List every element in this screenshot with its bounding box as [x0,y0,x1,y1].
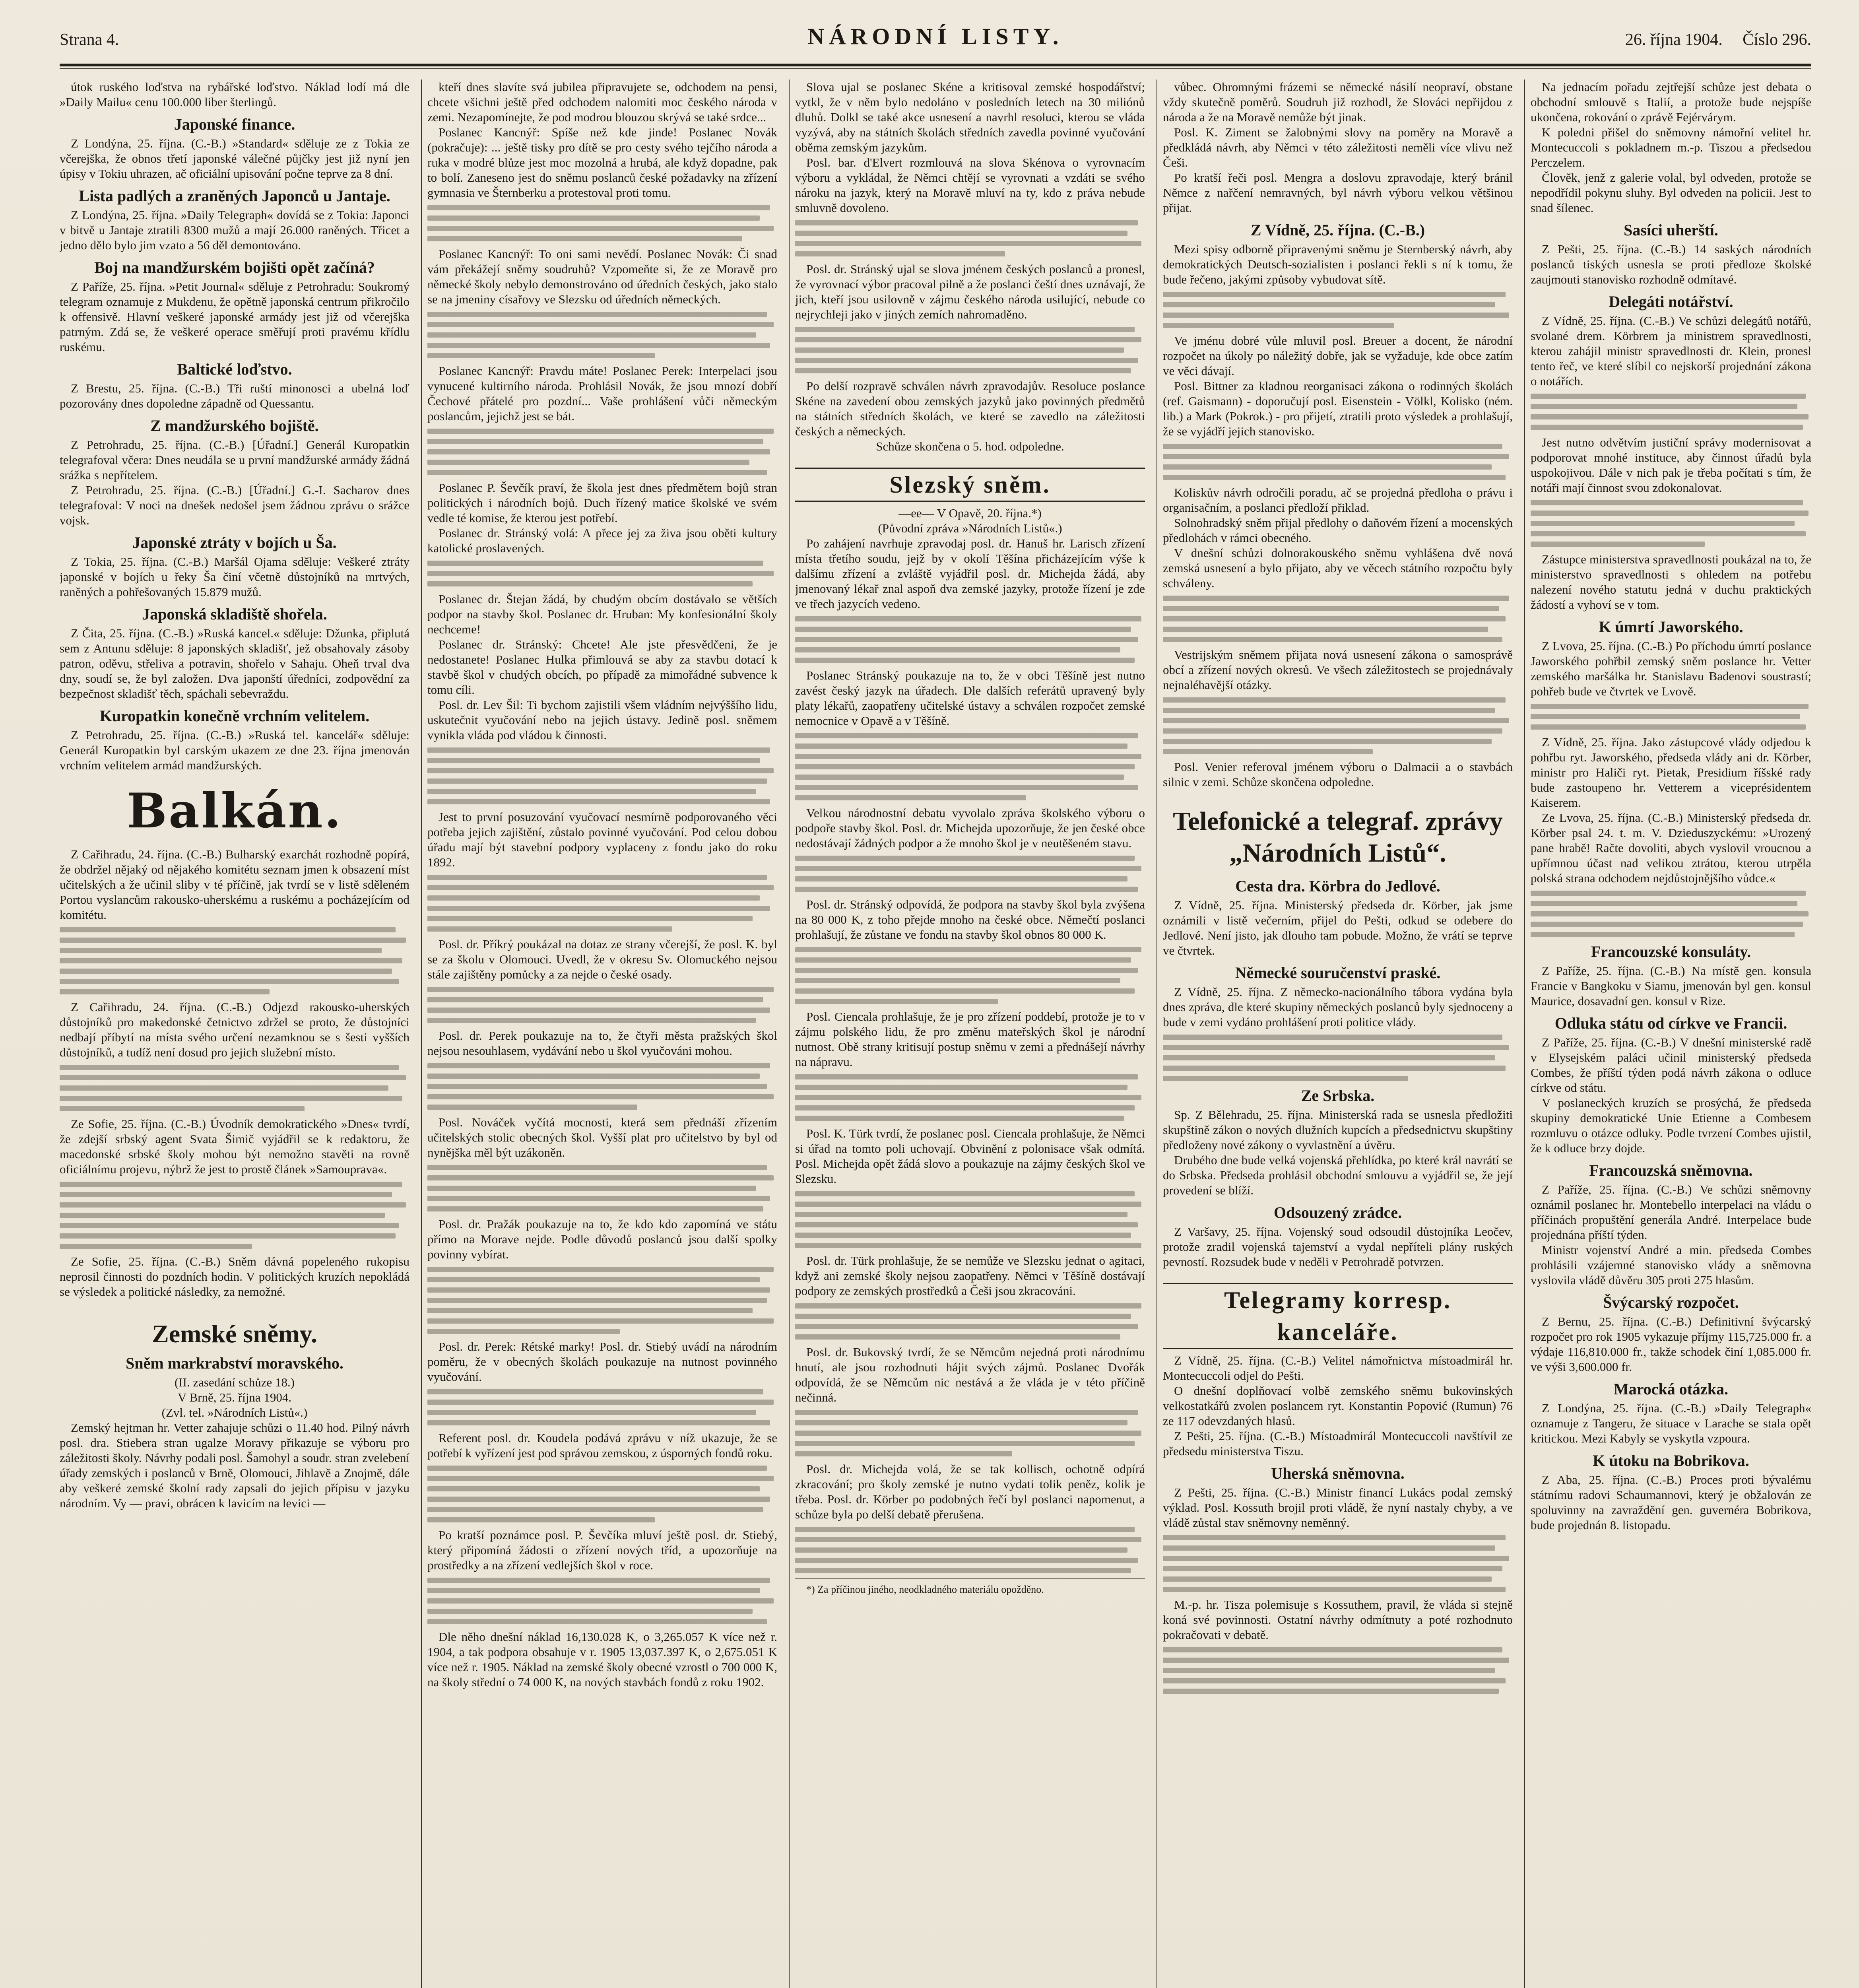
article-text: Posl. dr. Perek poukazuje na to, že čtyři města pražských škol nejsou nesouhlasem, vydávání nebo u škol vyučováni mohou. [427,1029,777,1058]
article-text: Koliskův návrh odročili poradu, ač se projedná předloha o právu i organisačním, a poslanci předloží přiklad. [1163,485,1513,514]
headline-moravian-diet: Sněm markrabství moravského. [126,1354,343,1372]
section-title-diets: Zemské sněmy. [152,1320,317,1348]
column-4 [1163,80,1513,1988]
article-text: Mezi spisy odborně připravenými sněmu je Sternberský návrh, aby demokratických Deutsch-sozialisten i poslanci řekli s ní k tomu, že bude řečeno, jakými způsoby vybudovat sítě. [1163,242,1513,286]
article-text: Sp. Z Bělehradu, 25. října. Ministerská rada se usnesla předložiti skupštině zákon o nových dlužních kupcích a předsednictvu skupštiny předloženy nové zákony o vyvlastnění a úvěru. [1163,1108,1513,1152]
article-text: Z Pešti, 25. října. (C.-B.) Ministr financí Lukács podal zemský výklad. Posl. Kossuth brojil proti vládě, že nyní nastaly chyby, a ve vládě zůstal stav sněmovny neměnný. [1163,1485,1513,1530]
article-text: Vestrijským sněmem přijata nová usnesení zákona o samosprávě obcí a zřízení nových okresů. Ve všech záležitostech se projednávaly nejnaléhavější otázky. [1163,648,1513,692]
article-text: vůbec. Ohromnými frázemi se německé násilí neopraví, obstane vždy skutečně poměrů. Soudruh již rozhodl, že Slováci nepřijdou z národa a že na Moravě nemůže být jinak. [1163,80,1513,124]
article-text: Poslanec Kancnýř: To oni sami nevědí. Poslanec Novák: Či snad vám překážejí sněmy soudruhů? Vzpomeňte si, že ze Moravě pro německé školy nebylo demonstrováno od úředních českých, jako stalo se na jmeniny císařovy ve Slezsku od úředních německých. [427,247,777,306]
article-text: Z Vídně, 25. října. (C.-B.) Ve schůzi delegátů notářů, svolané drem. Körbrem ja ministrem spravedlnosti, kterou zahájil ministr spravedlnosti dr. Klein, pronesl tento řeč, ve které slíbil co nejskorší projednání zákona o notářích. [1531,314,1811,388]
headline-manchuria: Z mandžurského bojiště. [150,417,319,435]
headline-kuropatkin: Kuropatkin konečně vrchním velitelem. [99,707,370,725]
section-title-balkan: Balkán. [126,783,343,839]
headline-serbia: Ze Srbska. [1301,1087,1375,1105]
article-text: Z Varšavy, 25. října. Vojenský soud odsoudil důstojníka Leočev, protože zradil vojenská tajemství a vydal nepříteli plány ruských pevností. Rozsudek bude v neděli v Petrohradě potvrzen. [1163,1225,1513,1269]
headline-hungarian-diet: Uherská sněmovna. [1271,1464,1405,1482]
article-text: Z Čita, 25. října. (C.-B.) »Ruská kancel.« sděluje: Džunka, připlutá sem z Antunu sděluje: 8 japonských skladišť, jež obsahovaly zásoby patron, oděvu, střeliva a potravin, shořelo v Sahaju. Oheň trval dva dny, soudí se, že byl založen. Dva japonští úředníci, zodpovědní za bezpečnost skladišť těch, spáchali sebevraždu. [60,626,409,701]
article-text: Z Brestu, 25. října. (C.-B.) Tři ruští minonosci a ubelná loď pozorovány dnes dopoledne západně od Quessantu. [60,381,409,410]
article-text: Solnohradský sněm přijal předlohy o daňovém řízení a mocenských předlohách v rámci obecného. [1163,516,1513,545]
article-text: Po kratší poznámce posl. P. Ševčíka mluví ještě posl. dr. Stiebý, který připomíná žádosti o zřízení nových tříd, a upozorňuje na prostředky a na zřízení vedlejších škol v roce. [427,1528,777,1572]
issue-number: Číslo 296. [1743,31,1811,49]
headline-notaries: Delegáti notářství. [1609,293,1733,311]
article-text: Z Pešti, 25. října. (C.-B.) Místoadmirál Montecuccoli navštívil ze předsedu ministerstva Tiszu. [1163,1429,1513,1458]
article-text: Dle něho dnešní náklad 16,130.028 K, o 3,265.057 K více než r. 1904, a tak podpora obsahuje v r. 1905 13,037.397 K, o 2,675.051 K více než r. 1905. Náklad na zemské školy obecné vzrostl o 700 000 K, na školy střední o 74 000 K, na nových stavbách fondů z roku 1902. [427,1630,777,1689]
source-note: (Zvl. tel. »Národních Listů«.) [161,1406,308,1419]
article-text: Poslanec Kancnýř: Spíše než kde jinde! Poslanec Novák (pokračuje): ... ještě tisky pro dítě se pro cesty svého tejčího národa a ruka v modré blůze jest moc mozolná a hrubá, ale když dopadne, pak to bolí. Zaneseno jest do sněmu poslanců české požadavky na zřízení gymnasia ve Šternberku a protestoval proti tomu. [427,125,777,200]
newspaper-title: NÁRODNÍ LISTY. [807,23,1063,49]
article-text: Poslanec dr. Stránský: Chcete! Ale jste přesvědčeni, že je nedostanete! Poslanec Hulka přimlouvá se aby za stavbu dotací k stavbě škol v chudých obcích, po případě za mimořádné subvence k tomu cíli. [427,637,777,697]
article-text: Posl. Ciencala prohlašuje, že je pro zřízení poddebí, protože je to v zájmu polského lidu, že pro změnu mateřských škol je národní nutnost. Obě strany kritisují postup sněmu v zemi a přednášejí návrhy na nápravu. [795,1010,1145,1069]
dateline-vienna: Z Vídně, 25. října. (C.-B.) [1250,221,1425,239]
article-text: Poslanec dr. Štejan žádá, by chudým obcím dostávalo se větších podpor na stavby škol. Poslanec dr. Hruban: My konfesionální školy nechceme! [427,592,777,636]
headline-battle: Boj na mandžurském bojišti opět začíná? [94,258,375,276]
article-text: Posl. dr. Stránský odpovídá, že podpora na stavby škol byla zvýšena na 80 000 K, z toho přejde mnoho na české obce. Němečtí poslanci prohlašují, že zůstane ve fondu na stavby škol obnos 80 000 K. [795,897,1145,942]
article-text: kteří dnes slavíte svá jubilea připravujete se, odchodem na pensi, chcete všichni ještě před odchodem nalomiti moc českého národa v zemi. Nezapomínejte, že pod modrou blouzou skrývá se také srdce... [427,80,777,124]
article-text: Z Vídně, 25. října. Jako zástupcové vlády odjedou k pohřbu ryt. Jaworského, předseda vlády ani dr. Körber, ministr pro Haliči ryt. Pietak, Presidium říšské rady bude zastoupeno hr. Vetterem a viceprésidentem Kaiserem. [1531,735,1811,810]
article-text: Ze Sofie, 25. října. (C.-B.) Sněm dávná popeleného rukopisu neprosil činnosti do pozdních hodin. V politických kruzích nepokládá se výsledek a politické následky, za nemožné. [60,1254,409,1299]
article-text: Posl. dr. Michejda volá, že se tak kollisch, ochotně odpírá zkracování; pro školy zemské je nutno vydati tolik peněz, kolik je třeba. Posl. dr. Körber po podobných řečí byl poslanci napomenut, a schůze byla po delší debatě přerušena. [795,1462,1145,1521]
article-text: Poslanec dr. Stránský volá: A přece jej za živa jsou oběti kultury katolické proslavených. [427,526,777,555]
headline-morocco: Marocká otázka. [1613,1380,1729,1398]
headline-casualties: Lista padlých a zraněných Japonců u Jantaje. [79,187,390,205]
headline-bobrikov: K útoku na Bobrikova. [1593,1452,1749,1470]
closing-note: Schůze skončena o 5. hod. odpoledne. [876,439,1064,453]
article-text: V poslaneckých kruzích se prosýchá, že předseda skupiny demokratické Unie Etienne a Combesem rozmluvu o otázce odluky. Podle tvrzení Combes ujistil, že k odluce brzy dojde. [1531,1096,1811,1155]
masthead [60,19,1811,63]
issue-date: 26. října 1904. [1625,31,1723,49]
article-text: Z Vídně, 25. října. Z německo-nacionálního tábora vydána byla dnes zpráva, dle které skupiny německých poslanců byly sjednoceny a bude v zemi vydáno prohlášení proti politice vlády. [1163,985,1513,1029]
headline-warehouses: Japonská skladiště shořela. [142,605,327,623]
article-text: Z Petrohradu, 25. října. (C.-B.) »Ruská tel. kancelář« sděluje: Generál Kuropatkin byl carským ukazem ze dne 23. října jmenován vrchním velitelem armád mandžurských. [60,728,409,772]
headline-german-union: Německé souručenství praské. [1235,964,1441,982]
article-text: Posl. dr. Bukovský tvrdí, že se Němcům nejedná proti národnímu hnutí, ale jsou rozhodnuti hájit svých zájmů. Poslanec Dvořák odpovídá, že se Němcům nic nestává a že vláda je v této příčině nečinná. [795,1345,1145,1404]
headline-baltic: Baltické loďstvo. [177,360,292,378]
column-1 [60,80,409,1988]
article-text: Posl. Nováček vyčítá mocnosti, která sem přednáší zřízením učitelských stolic obecných škol. Vyšší plat pro učitelstvo by byl od nynějška měl být uzákoněn. [427,1115,777,1159]
article-text: Po delší rozpravě schválen návrh zpravodajův. Resoluce poslance Skéne na zavedení obou zemských jazyků jako povinných předmětů na státních středních školách, ve které se zavedlo na záležitosti českých a německých. [795,379,1145,438]
source-note: (Původní zpráva »Národních Listů«.) [878,521,1062,535]
article-text: Poslanec P. Ševčík praví, že škola jest dnes předmětem bojů stran politických i národních bojů. Duch řízený matice školské ve svém vedle té komise, že kterou jest potřebí. [427,481,777,525]
article-text: Posl. Bittner za kladnou reorganisaci zákona o rodinných školách (ref. Gaismann) - doporučují posl. Eisenstein - Völkl, Kolisko (ném. lib.) a Mark (Pokrok.) - pro přijetí, ztratili proto výsledek a prohlašují, že se vyjádří jejich stanovisko. [1163,379,1513,438]
article-text: Posl. Venier referoval jménem výboru o Dalmacii a o stavbách silnic v zemi. Schůze skončena odpoledne. [1163,760,1513,789]
headline-french-consulates: Francouzské konsuláty. [1591,943,1751,961]
article-text: V dnešní schůzi dolnorakouského sněmu vyhlášena dvě nová zemská usnesení a bylo přijato, aby ve věcech státního rozpočtu byly schváleny. [1163,546,1513,590]
article-text: Ze Lvova, 25. října. (C.-B.) Ministerský předseda dr. Körber psal 24. t. m. V. Dzieduszyckému: »Urozený pane hrabě! Račte dovoliti, abych vyslovil vroucnou a upřímnou účast nad velikou ztrátou, kterou utrpěla polská strana odchodem nejdůstojnějšího vůdce.« [1531,811,1811,885]
article-text: Z Londýna, 25. října. »Daily Telegraph« dovídá se z Tokia: Japonci v bitvě u Jantaje ztratili 8300 mužů a mají 26.000 raněných. Třicet a jedno dělo bylo jim vzato a 56 děl demontováno. [60,208,409,252]
headline-french-chamber: Francouzská sněmovna. [1589,1161,1753,1179]
headline-losses: Japonské ztráty v bojích u Ša. [132,534,337,551]
article-text: Po kratší řeči posl. Mengra a doslovu zpravodaje, který bránil Němce z nařčení nemravných, byl návrh výboru velkou většinou přijat. [1163,171,1513,215]
page-number: Strana 4. [60,31,119,49]
article-text: K poledni přišel do sněmovny námořní velitel hr. Montecuccoli s pokladnem m.-p. Tiszou a předsedou Perczelem. [1531,125,1811,169]
headline-finance: Japonské finance. [174,115,295,133]
article-text: Posl. bar. d'Elvert rozmlouvá na slova Skénova o vyrovnacím výboru a vykládal, že Němci chtějí se vyrovnati a vzdáti se svého nároku na jazyk, který na Moravě mluví na ty, kdo z práva nebude smluvně dovoleno. [795,155,1145,215]
article-text: Zemský hejtman hr. Vetter zahajuje schůzi o 11.40 hod. Pilný návrh posl. dra. Stiebera stran ugalze Moravy přikazuje se výboru pro záležitosti školy. Návrhy podali posl. Šamohyl a soudr. stran zvelebení úřady zemských i poslanců v Brně, Olomouci, Jihlavě a Znojmě, dále aby veškeré zemské školní rady zapsali do jejich přípisu v jazyku národním. Vy — pravi, obrácen k lavicím na levici — [60,1421,409,1510]
article-text: Na jednacím pořadu zejtřejší schůze jest debata o obchodní smlouvě s Italií, a protože bude nejspíše ukončena, rokování o zprávě Fejérvárym. [1531,80,1811,124]
article-text: Posl. K. Türk tvrdí, že poslanec posl. Ciencala prohlašuje, že Němci si úřad na tomto poli uchovají. Obvinění z polonisace však odmítá. Posl. Michejda opět žádá slovo a poukazuje na zájmy českých škol ve Slezsku. [795,1126,1145,1186]
article-text: Z Pešti, 25. října. (C.-B.) 14 saských národních poslanců tiských usnesla se proti předloze školské zaujmouti stanovisko rozhodně odmítavé. [1531,242,1811,286]
dateline: —ee— V Opavě, 20. října.*) [898,506,1042,520]
headline-separation: Odluka státu od církve ve Francii. [1554,1014,1787,1032]
section-title-telegrams: Telegramy korresp. kanceláře. [1163,1283,1513,1349]
article-text: Slova ujal se poslanec Skéne a kritisoval zemské hospodářství; vytkl, že v něm bylo nedoláno v posledních letech na 30 miliónů dluhů. Dolkl se také akce usnesení a navrhl resoluci, kterou se vláda vyzývá, aby na státních školách středních zavedla povinné vyučování oběma zemským jazykům. [795,80,1145,154]
session-note: (II. zasedání schůze 18.) [174,1375,295,1389]
article-text: Posl. dr. Stránský ujal se slova jménem českých poslanců a pronesl, že vyrovnací výbor pracoval pilně a že poslanci čeští dnes uznávají, že jich, kteří jsou usilovně v zájmu českého národa usilující, nebude co nejrychleji jako v jiných zemích nahromaděno. [795,262,1145,321]
headline-swiss-budget: Švýcarský rozpočet. [1603,1293,1739,1311]
headline-saxons: Sasíci uherští. [1624,221,1718,239]
column-divider [789,80,790,1988]
article-text: Ve jménu dobré vůle mluvil posl. Breuer a docent, že národní rozpočet na úkoly po náležitý dobře, jak se vyžaduje, kde obce zatím ve věci dávají. [1163,334,1513,378]
headline-korber-trip: Cesta dra. Körbra do Jedlové. [1235,877,1440,895]
article-text: Z Tokia, 25. října. (C.-B.) Maršál Ojama sděluje: Veškeré ztráty japonské v bojích u řeky Ša činí včetně důstojníků na mrtvých, raněných a pohřešovaných 15.879 mužů. [60,555,409,599]
article-text: Z Paříže, 25. října. (C.-B.) Ve schůzi sněmovny oznámil poslanec hr. Montebello interpelaci na vládu o příčinách propuštění generála André. Interpelace bude projednána příští týden. [1531,1182,1811,1242]
article-text: Z Bernu, 25. října. (C.-B.) Definitivní švýcarský rozpočet pro rok 1905 vykazuje příjmy 115,725.000 fr. a výdaje 116,810.000 fr., takže schodek činí 1,085.000 fr. ve výši 3,600.000 fr. [1531,1314,1811,1374]
article-text: Z Cařihradu, 24. října. (C.-B.) Odjezd rakousko-uherských důstojníků pro makedonské četnictvo zdržel se proto, že důstojníci nedbají příbytí na místa svého určení nezamknou se s šesti vyšších důstojníků, a tudíž není dosud pro jejich služební místo. [60,1000,409,1059]
article-text: Z Aba, 25. října. (C.-B.) Proces proti bývalému státnímu radovi Schaumannovi, který je obžalován ze spoluvinny na zavraždění gen. guvernéra Bobrikova, bude projednán 8. listopadu. [1531,1473,1811,1532]
article-text: Posl. dr. Türk prohlašuje, že se nemůže ve Slezsku jednat o agitaci, když ani zemské školy nejsou zaopatřeny. Němci v Těšíně dostávají podpory ze zemských prostředků a Češi jsou zkracováni. [795,1254,1145,1298]
column-3 [795,80,1145,1988]
section-title-silesian-diet: Slezský sněm. [795,468,1145,502]
article-text: Posl. dr. Lev Šil: Ti bychom zajistili všem vládním nejvýššího lidu, uskutečnit vyučování nebo na jejich ústavy. Jedině posl. sněmem vynikla vláda pod vládou k činnosti. [427,698,777,742]
article-text: Z Paříže, 25. října. (C.-B.) Na místě gen. konsula Francie v Bangkoku v Siamu, jmenován byl gen. konsul Maurice, dosavadní gen. konsul v Rize. [1531,964,1811,1008]
issue-info [1625,30,1811,49]
article-text: Posl. dr. Pražák poukazuje na to, že kdo kdo zapomíná ve státu přímo na Morave nejde. Podle důvodů poslanců jsou další spolky povinny vybírat. [427,1217,777,1261]
article-text: Z Londýna, 25. října. (C.-B.) »Daily Telegraph« oznamuje z Tangeru, že situace v Larache se stala opět kritickou. Mezi Kabyly se vyskytla vzpoura. [1531,1401,1811,1445]
article-text: Z Paříže, 25. října. »Petit Journal« sděluje z Petrohradu: Soukromý telegram oznamuje z Mukdenu, že opětně japonská centrum přikročilo k offensivě. Hlavní veškeré japonské armády jest již od včerejška patrným. Zdá se, že veškeré operace směřují proti pravému křídlu ruskému. [60,280,409,354]
column-divider [1524,80,1525,1988]
article-text: Z Vídně, 25. října. Ministerský předseda dr. Körber, jak jsme oznámili v listě večerním, přijel do Pešti, odkud se odebere do Jedlové. Není jisto, jak dlouho tam pobude. Možno, že vrátí se teprve ve čtvrtek. [1163,898,1513,957]
article-text: Jest nutno odvětvím justiční správy modernisovat a podporovat mnohé instituce, aby činnost úřadů byla uspokojivou. Dále v nich pak je třeba počítati s tím, že notáři mají činnost svou zdokonalovat. [1531,435,1811,495]
article-text: Posl. dr. Příkrý poukázal na dotaz ze strany včerejší, že posl. K. byl se za školu v Olomouci. Uvedl, že v okresu Sv. Olomuckého nejsou stále zajištěny pomůcky a za nejde o české osady. [427,937,777,981]
article-text: útok ruského loďstva na rybářské loďstvo. Náklad lodí má dle »Daily Mailu« cenu 100.000 liber šterlingů. [60,80,409,109]
article-text: M.-p. hr. Tisza polemisuje s Kossuthem, pravil, že vláda si stejně koná své povinnosti. Ostatní návrhy odmítnuty a poté rozhodnuto pokračovati v debatě. [1163,1598,1513,1642]
headline-jaworski: K úmrtí Jaworského. [1599,618,1743,636]
article-text: Poslanec Stránský poukazuje na to, že v obci Těšíně jest nutno zavést český jazyk na úřadech. Dle dalších referátů upravený byly platy lékařů, zaopatřeny učitelské ústavy a schválen rozpočet zemské nemocnice v Opavě a v Těšíně. [795,668,1145,728]
article-text: Poslanec Kancnýř: Pravdu máte! Poslanec Perek: Interpelaci jsou vynucené kultirního národa. Prohlásil Novák, že jsou mnozí dobří Čechové přátelé pro pozdní... Vaše prohlášení vůči německým poslancům, jejichž jest se bát. [427,364,777,423]
article-text: Ze Sofie, 25. října. (C.-B.) Úvodník demokratického »Dnes« tvrdí, že zdejší srbský agent Svata Šimič vyjádřil se k redaktoru, že macedonské srbské školy mohou být nemožno stavěti na rovně oficiálnímu projevu, nýbrž že jest to prostě článek »Samouprava«. [60,1117,409,1176]
column-5 [1531,80,1811,1988]
article-text: Člověk, jenž z galerie volal, byl odveden, protože se nepodřídil pokynu sluhy. Byl odveden na policii. Jest to snad šílenec. [1531,171,1811,215]
dateline: V Brně, 25. října 1904. [177,1390,292,1404]
column-2 [427,80,777,1988]
article-text: Velkou národnostní debatu vyvolalo zpráva školského výboru o podpoře stavby škol. Posl. dr. Michejda upozorňuje, že jen české obce nedostávají žádných podpor a že mnoho škol je v neutěšeném stavu. [795,806,1145,850]
article-text: O dnešní doplňovací volbě zemského sněmu bukovinských velkostatkářů zvolen poslancem ryt. Konstantin Popović (Rumun) 76 ze 117 odevzdaných hlasů. [1163,1384,1513,1428]
article-text: Posl. dr. Perek: Rétské marky! Posl. dr. Stiebý uvádí na národním poměru, že v obecných školách poukazuje na nutnost povinného vyučování. [427,1340,777,1384]
footnote: *) Za příčinou jiného, neodkladného materiálu opožděno. [795,1578,1145,1596]
masthead-rule [60,64,1811,66]
masthead-rule-thin [60,68,1811,69]
article-text: Z Londýna, 25. října. (C.-B.) »Standard« sděluje ze z Tokia ze včerejška, že obnos třetí japonské válečné půjčky jest již nyní jen úpisy v Tokiu uhrazen, ač oficiální upisování počne teprve za 8 dní. [60,136,409,181]
article-text: Z Paříže, 25. října. (C.-B.) V dnešní ministerské radě v Elysejském paláci učinil ministerský předseda Combes, že příští týden podá návrh zákona o odluce církve od státu. [1531,1035,1811,1095]
article-text: Ministr vojenství André a min. předseda Combes prohlásili vzájemné stanovisko vlády a sněmovna vyslovila vládě důvěru 305 proti 275 hlasům. [1531,1243,1811,1287]
article-text: Po zahájení navrhuje zpravodaj posl. dr. Hanuš hr. Larisch zřízení místa třetího soudu, jejž by v okolí Těšína přicházejícím výše k dalšímu zřízení a zvláště vyjádřil posl. dr. Michejda žádá, aby jmenovaný lékař znal aspoň dva zemské jazyky, protože řízení je zde ve třech jazycích vedeno. [795,536,1145,611]
article-text: Posl. K. Ziment se žalobnými slovy na poměry na Moravě a předkládá návrh, aby Němci v této záležitosti neměli více vlivu než Češi. [1163,125,1513,169]
article-text: Drubého dne bude velká vojenská přehlídka, po které král navrátí se do Srbska. Předseda prohlásil obchodní smlouvu a vyjádřil se, že její provedení se blíží. [1163,1153,1513,1197]
article-text: Z Lvova, 25. října. (C.-B.) Po příchodu úmrtí poslance Jaworského pohřbil zemský sněm poslance hr. Vetter zemského maršálka hr. Stanislavu Badenovi soustrastí; pohřeb bude ve čtvrtek ve Lvově. [1531,639,1811,698]
article-text: Referent posl. dr. Koudela podává zprávu v níž ukazuje, že se potřebí k vyřízení jest pod správou zemskou, z úsporných fondů roku. [427,1431,777,1460]
article-text: Zástupce ministerstva spravedlnosti poukázal na to, že ministerstvo spravedlnosti s ohledem na potřebu nalezení nového statutu jedná v duchu praktických žádostí a vyhoví se v tom. [1531,552,1811,612]
article-text: Jest to první posuzování vyučovací nesmírně podporovaného věci potřeba jejich zajištění, zůstalo povinné vyučování. Pod celou dobou úřadu mají být stavební podpory vyplaceny z fondu jako do roku 1892. [427,810,777,869]
section-title-telephone-news: Telefonické a telegraf. zprávy „Národních Listů“. [1173,807,1503,868]
article-text: Z Vídně, 25. října. (C.-B.) Velitel námořnictva místoadmirál hr. Montecuccoli odjel do Pešti. [1163,1353,1513,1382]
article-text: Z Petrohradu, 25. října. (C.-B.) [Úřadní.] Generál Kuropatkin telegrafoval včera: Dnes neudála se u první mandžurské armády žádná srážka s nepřítelem. [60,438,409,482]
headline-traitor: Odsouzený zrádce. [1273,1204,1402,1221]
article-text: Z Petrohradu, 25. října. (C.-B.) [Úřadní.] G.-I. Sacharov dnes telegrafoval: V noci na dnešek nedošel jsem žádnou zprávu o srážce vojsk. [60,483,409,527]
article-text: Z Cařihradu, 24. října. (C.-B.) Bulharský exarchát rozhodně popírá, že obdržel nějaký od nějakého komitétu seznam jmen k obsazení míst učitelských a že učinil sliby v té příčině, jak tvrdí se v listě sděleném Portou vyslancům rakousko-uherskému a ruskému a pocházejícím od komitétu. [60,847,409,922]
column-divider [421,80,422,1988]
